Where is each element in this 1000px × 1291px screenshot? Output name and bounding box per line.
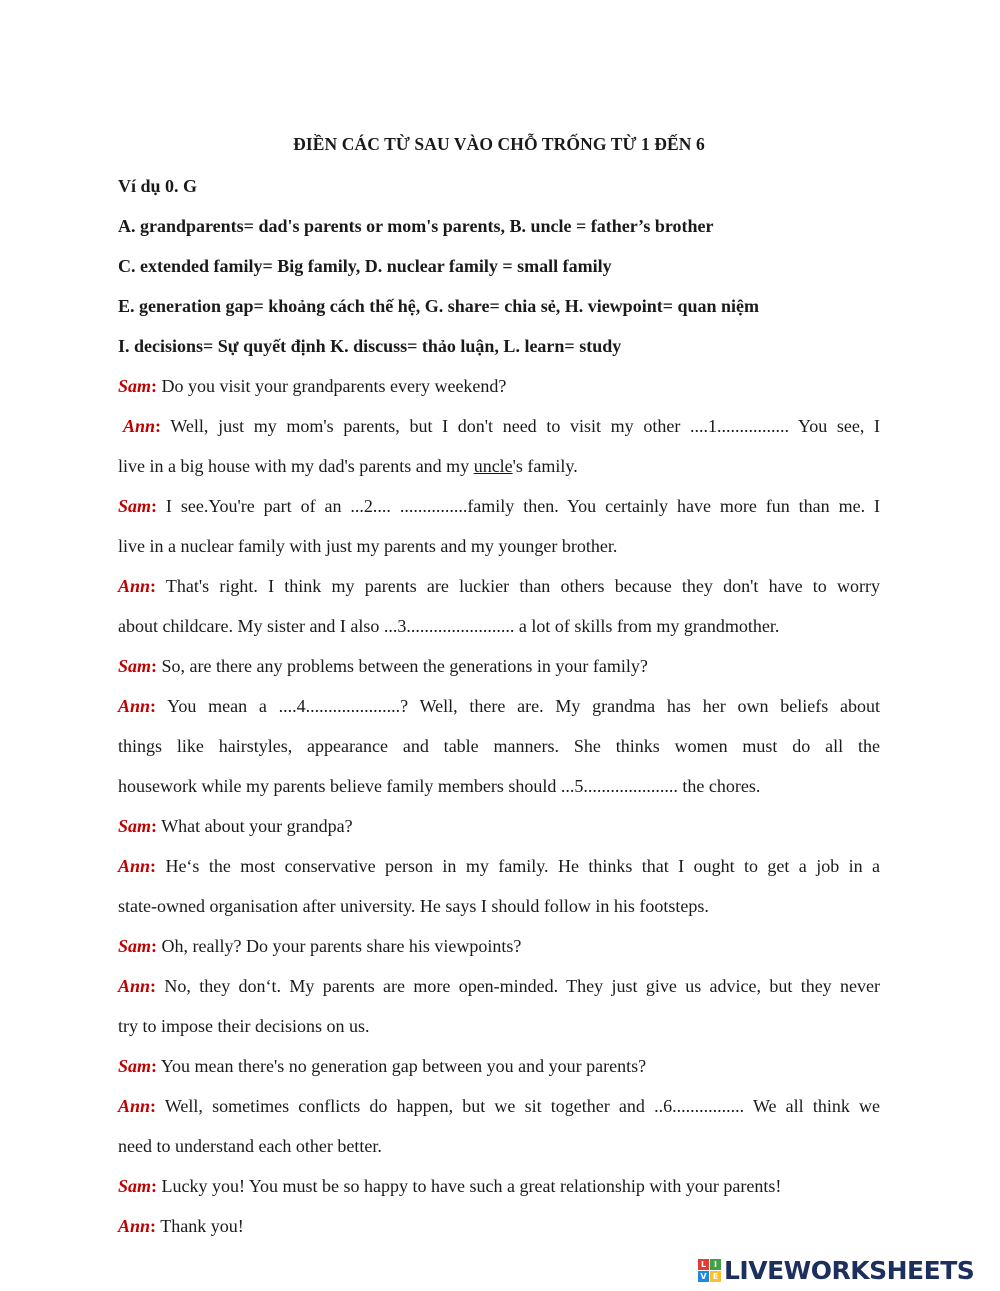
speaker-name: Sam [118, 1176, 152, 1196]
logo-block: L [698, 1259, 709, 1270]
dialogue-text: No, they don‘t. My parents are more open-minded. They just give us advice, but they never [156, 976, 880, 996]
dialogue-line: need to understand each other better. [118, 1136, 382, 1156]
dialogue-line [118, 376, 880, 397]
dialogue-text: He‘s the most conservative person in my family. He thinks that I ought to get a job in a [156, 856, 880, 876]
logo-text: LIVEWORKSHEETS [724, 1255, 975, 1285]
speaker-colon: : [151, 1056, 158, 1076]
speaker-colon: : [151, 496, 158, 516]
dialogue-line [118, 1176, 880, 1197]
speaker-colon: : [151, 376, 158, 396]
dialogue-text: Thank you! [156, 1216, 244, 1236]
speaker-name: Ann [118, 856, 151, 876]
speaker-colon: : [151, 1176, 158, 1196]
dialogue-text: I see.You're part of an ...2.... ...............family then. You certainly have more fun than me. I [157, 496, 880, 516]
dialogue-line [118, 976, 880, 997]
word-bank-line: A. grandparents= dad's parents or mom's parents, B. uncle = father’s brother [118, 216, 714, 236]
word-bank-line: C. extended family= Big family, D. nuclear family = small family [118, 256, 612, 276]
dialogue-text: So, are there any problems between the generations in your family? [157, 656, 648, 676]
dialogue-text: Well, just my mom's parents, but I don't need to visit my other ....1................ You see, I [161, 416, 880, 436]
speaker-name: Ann [118, 576, 151, 596]
speaker-name: Ann [118, 1216, 151, 1236]
liveworksheets-logo [698, 1255, 974, 1285]
dialogue-line [118, 1216, 880, 1237]
dialogue-text: What about your grandpa? [157, 816, 353, 836]
dialogue-line [118, 656, 880, 677]
speaker-colon: : [150, 976, 157, 996]
dialogue-line: about childcare. My sister and I also ...3........................ a lot of skills from my grandmother. [118, 616, 780, 636]
speaker-colon: : [150, 576, 157, 596]
speaker-name: Sam [118, 496, 152, 516]
dialogue-text: You mean a ....4.....................? Well, there are. My grandma has her own beliefs about [156, 696, 880, 716]
speaker-name: Ann [118, 1096, 151, 1116]
speaker-colon: : [150, 696, 157, 716]
dialogue-line: live in a nuclear family with just my parents and my younger brother. [118, 536, 618, 556]
word-bank-line: I. decisions= Sự quyết định K. discuss= thảo luận, L. learn= study [118, 336, 622, 356]
speaker-name: Sam [118, 376, 152, 396]
logo-block: V [698, 1271, 709, 1282]
page-title: ĐIỀN CÁC TỪ SAU VÀO CHỖ TRỐNG TỪ 1 ĐẾN 6 [293, 134, 705, 154]
example-line: Ví dụ 0. G [118, 176, 198, 196]
speaker-colon: : [155, 416, 162, 436]
speaker-name: Sam [118, 656, 152, 676]
speaker-name: Sam [118, 936, 152, 956]
speaker-name: Ann [118, 696, 151, 716]
dialogue-text: Lucky you! You must be so happy to have such a great relationship with your parents! [157, 1176, 782, 1196]
speaker-name: Sam [118, 1056, 152, 1076]
dialogue-text: Oh, really? Do your parents share his viewpoints? [157, 936, 522, 956]
dialogue-line [118, 856, 880, 877]
word-bank-line: E. generation gap= khoảng cách thế hệ, G. share= chia sẻ, H. viewpoint= quan niệm [118, 296, 759, 316]
dialogue-text: Well, sometimes conflicts do happen, but we sit together and ..6................ We all think we [156, 1096, 880, 1116]
speaker-name: Sam [118, 816, 152, 836]
dialogue-line [118, 696, 880, 717]
dialogue-line: things like hairstyles, appearance and table manners. She thinks women must do all the [118, 736, 880, 756]
dialogue-line [118, 576, 880, 597]
logo-blocks-icon [698, 1259, 721, 1282]
dialogue-line [118, 1056, 880, 1077]
dialogue-line: housework while my parents believe family members should ...5..................... the chores. [118, 776, 761, 796]
speaker-colon: : [150, 1216, 157, 1236]
dialogue-text: That's right. I think my parents are luckier than others because they don't have to worry [156, 576, 880, 596]
dialogue-text: live in a big house with my dad's parents and my [118, 456, 474, 476]
speaker-colon: : [150, 856, 157, 876]
dialogue-line [118, 416, 880, 437]
speaker-colon: : [151, 936, 158, 956]
dialogue-line: state-owned organisation after university. He says I should follow in his footsteps. [118, 896, 709, 916]
dialogue-line [118, 936, 880, 957]
dialogue-line [118, 456, 880, 477]
dialogue-text: Do you visit your grandparents every weekend? [157, 376, 507, 396]
dialogue-text: 's family. [512, 456, 578, 476]
dialogue-line [118, 496, 880, 517]
dialogue-text: You mean there's no generation gap between you and your parents? [157, 1056, 647, 1076]
logo-block: E [710, 1271, 721, 1282]
underlined-word: uncle [473, 456, 513, 476]
speaker-colon: : [151, 656, 158, 676]
dialogue-line [118, 816, 880, 837]
speaker-name: Ann [123, 416, 156, 436]
speaker-name: Ann [118, 976, 151, 996]
speaker-colon: : [151, 816, 158, 836]
speaker-colon: : [150, 1096, 157, 1116]
dialogue-line: try to impose their decisions on us. [118, 1016, 370, 1036]
logo-block: I [710, 1259, 721, 1270]
dialogue-line [118, 1096, 880, 1117]
